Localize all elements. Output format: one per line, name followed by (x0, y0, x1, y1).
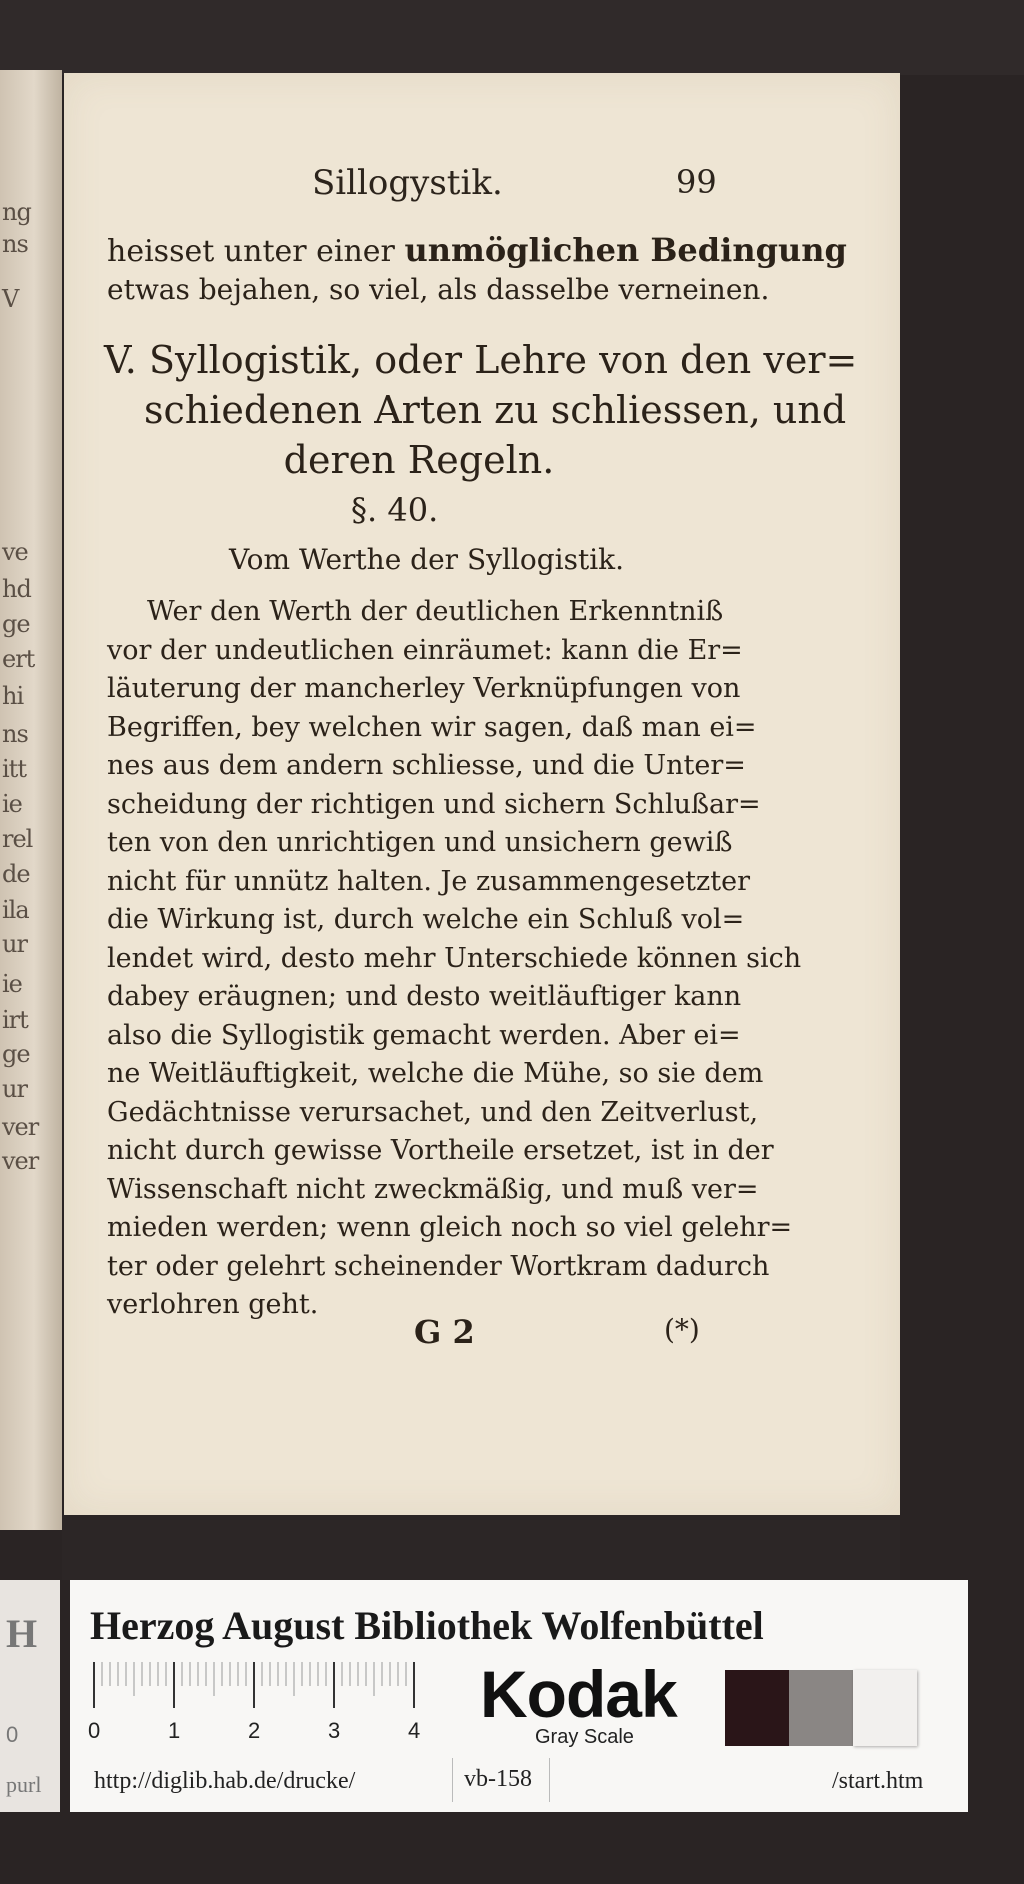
body-line: Wissenschaft nicht zweckmäßig, und muß ver= (107, 1173, 759, 1205)
adjacent-page-text: itt (2, 755, 26, 783)
body-line: ten von den unrichtigen und unsichern gewiß (107, 827, 733, 858)
book-page (64, 73, 900, 1515)
emphasis-text: unmöglichen Bedingung (404, 231, 847, 269)
body-line: nicht durch gewisse Vortheile ersetzet, ist in der (107, 1135, 774, 1166)
adjacent-page-text: ila (2, 896, 29, 924)
adjacent-page-text: ng (2, 198, 31, 226)
adjacent-page-text: hi (2, 682, 24, 710)
card-edge-url: purl (6, 1772, 42, 1797)
body-line: ne Weitläuftigkeit, welche die Mühe, so sie dem (107, 1058, 764, 1089)
adjacent-page-text: ver (2, 1113, 39, 1141)
paragraph-title: Vom Werthe der Syllogistik. (229, 543, 625, 576)
url-id: vb-158 (464, 1766, 532, 1792)
adjacent-page-text: ver (2, 1147, 39, 1175)
section-heading-line: deren Regeln. (283, 438, 555, 482)
body-line: also die Syllogistik gemacht werden. Aber ei= (107, 1019, 741, 1051)
body-line: vor der undeutlichen einräumet: kann die Er= (107, 634, 743, 666)
adjacent-page-text: ve (2, 538, 28, 566)
card-edge-letter: H (6, 1611, 38, 1656)
card-edge-number: 0 (6, 1722, 19, 1747)
adjacent-page-text: ns (2, 230, 28, 258)
adjacent-card-edge (0, 1580, 60, 1820)
adjacent-page-text: de (2, 860, 30, 888)
adjacent-page-text: irt (2, 1006, 28, 1034)
gray-swatch-mid (789, 1670, 853, 1746)
body-line: mieden werden; wenn gleich noch so viel gelehr= (107, 1212, 793, 1243)
body-line: verlohren geht. (107, 1289, 319, 1320)
catchword: (*) (664, 1313, 700, 1346)
adjacent-page-edge (0, 70, 62, 1530)
ruler-numbers (90, 1718, 450, 1748)
adjacent-page-text: ns (2, 720, 28, 748)
body-paragraph (107, 593, 802, 1325)
section-heading-line: V. Syllogistik, oder Lehre von den ver= (104, 338, 858, 382)
adjacent-page-text: V (2, 285, 19, 313)
body-line: die Wirkung ist, durch welche ein Schluß vol= (107, 904, 745, 935)
url-base: http://diglib.hab.de/drucke/ (94, 1768, 356, 1794)
gray-scale-label: Gray Scale (535, 1726, 634, 1748)
kodak-logo: Kodak (480, 1657, 677, 1731)
adjacent-page-text: ie (2, 970, 22, 998)
running-title: Sillogystik. (312, 163, 503, 203)
body-line: dabey eräugnen; und desto weitläuftiger kann (107, 981, 742, 1012)
scan-background-bottom (0, 1812, 1024, 1884)
text-line: etwas bejahen, so viel, als dasselbe verneinen. (107, 273, 770, 306)
body-line: Wer den Werth der deutlichen Erkenntniß (147, 596, 724, 627)
section-heading (104, 335, 858, 485)
section-heading-line: schiedenen Arten zu schliessen, und (144, 388, 847, 432)
gray-swatch-light (853, 1670, 917, 1746)
text-fragment: heisset unter einer (107, 234, 405, 269)
signature-mark: G 2 (414, 1313, 475, 1351)
scan-background-top (0, 0, 1024, 75)
adjacent-page-text: ert (2, 645, 35, 673)
scan-background-strip (62, 1520, 900, 1580)
adjacent-page-text: ur (2, 930, 27, 958)
url-suffix: /start.htm (832, 1768, 924, 1794)
gray-swatch-dark (725, 1670, 789, 1746)
adjacent-page-text: rel (2, 825, 33, 853)
adjacent-page-text: ge (2, 610, 30, 638)
ruler-number: 4 (408, 1718, 421, 1743)
ruler-number: 0 (88, 1718, 101, 1743)
library-color-card (70, 1580, 968, 1812)
ruler-scale (90, 1662, 430, 1708)
body-line: nicht für unnütz halten. Je zusammengesetzter (107, 865, 750, 897)
body-line: Begriffen, bey welchen wir sagen, daß man ei= (107, 711, 757, 743)
adjacent-page-text: ur (2, 1075, 27, 1103)
body-line: Gedächtnisse verursachet, und den Zeitverlust, (107, 1096, 759, 1128)
ruler-number: 1 (168, 1718, 181, 1743)
body-line: läuterung der mancherley Verknüpfungen von (107, 673, 741, 704)
ruler-number: 3 (328, 1718, 341, 1743)
ruler-number: 2 (248, 1718, 261, 1743)
adjacent-page-text: ie (2, 790, 22, 818)
body-line: nes aus dem andern schliesse, und die Unter= (107, 750, 746, 781)
paragraph-number: §. 40. (351, 491, 439, 529)
page-header (64, 163, 900, 203)
text-line (107, 231, 847, 269)
page-number: 99 (676, 163, 717, 201)
body-line: scheidung der richtigen und sichern Schlußar= (107, 788, 761, 820)
body-line: lendet wird, desto mehr Unterschiede können sich (107, 942, 802, 974)
body-line: ter oder gelehrt scheinender Wortkram dadurch (107, 1250, 770, 1282)
library-name: Herzog August Bibliothek Wolfenbüttel (90, 1603, 764, 1648)
adjacent-page-text: hd (2, 575, 31, 603)
adjacent-page-text: ge (2, 1040, 30, 1068)
